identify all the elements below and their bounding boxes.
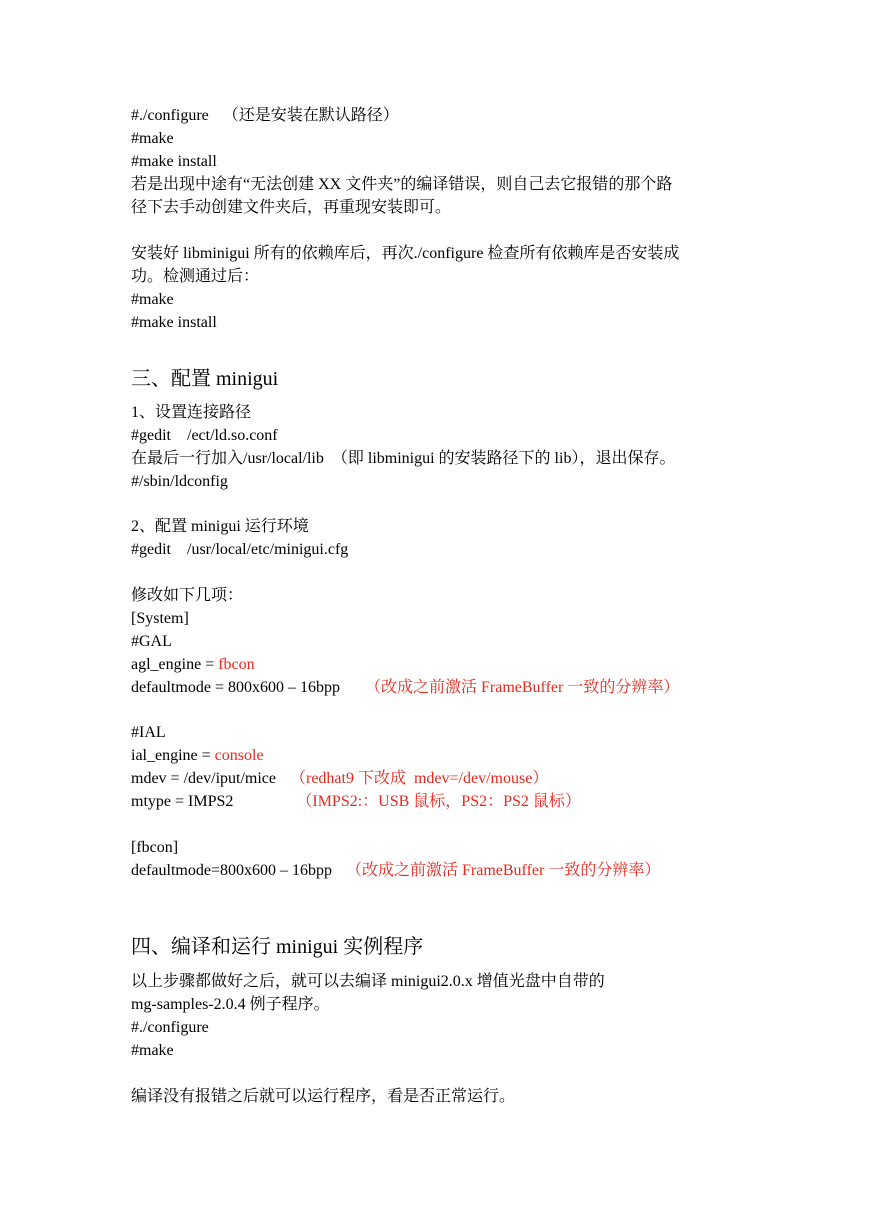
gal-engine-key: agl_engine = bbox=[131, 656, 219, 673]
samples-note-line-2: mg-samples-2.0.4 例子程序。 bbox=[131, 996, 330, 1013]
make-command: #make bbox=[131, 130, 174, 147]
mdev-note: （redhat9 下改成 mdev=/dev/mouse） bbox=[290, 770, 549, 787]
mdev-key: mdev = /dev/iput/mice bbox=[131, 770, 276, 787]
mtype-note: （IMPS2:：USB 鼠标，PS2：PS2 鼠标） bbox=[296, 793, 581, 810]
samples-note-line-1: 以上步骤都做好之后，就可以去编译 minigui2.0.x 增值光盘中自带的 bbox=[131, 973, 605, 990]
configure-command-line bbox=[131, 106, 399, 126]
make-command-3: #make bbox=[131, 1042, 174, 1059]
make-command-2: #make bbox=[131, 291, 174, 308]
ldconfig-command: #/sbin/ldconfig bbox=[131, 473, 228, 490]
gal-engine-line bbox=[131, 655, 255, 675]
defaultmode-note: （改成之前激活 FrameBuffer 一致的分辨率） bbox=[365, 679, 680, 696]
fbcon-defaultmode-key: defaultmode=800x600 – 16bpp bbox=[131, 862, 332, 879]
mdev-line bbox=[131, 769, 548, 789]
error-note-line-2: 径下去手动创建文件夹后，再重现安装即可。 bbox=[131, 199, 452, 216]
mtype-key: mtype = IMPS2 bbox=[131, 793, 234, 810]
system-section-header: [System] bbox=[131, 610, 189, 627]
step-1-note: 在最后一行加入/usr/local/lib （即 libminigui 的安装路径下的 lib），退出保存。 bbox=[131, 450, 676, 467]
step-1-command: #gedit /ect/ld.so.conf bbox=[131, 427, 278, 444]
configure-note: （还是安装在默认路径） bbox=[222, 107, 399, 124]
defaultmode-key: defaultmode = 800x600 – 16bpp bbox=[131, 679, 340, 696]
configure-command: #./configure bbox=[131, 107, 209, 124]
step-2-command: #gedit /usr/local/etc/minigui.cfg bbox=[131, 541, 349, 558]
modify-intro: 修改如下几项： bbox=[131, 587, 244, 604]
error-note-line-1: 若是出现中途有“无法创建 XX 文件夹”的编译错误，则自己去它报错的那个路 bbox=[131, 176, 673, 193]
fbcon-defaultmode-line bbox=[131, 861, 660, 881]
step-1-title: 1、设置连接路径 bbox=[131, 404, 252, 421]
make-install-command: #make install bbox=[131, 153, 217, 170]
dependency-note-line-1: 安装好 libminigui 所有的依赖库后，再次./configure 检查所有依赖库是否安装成 bbox=[131, 245, 680, 262]
ial-engine-value: console bbox=[214, 747, 264, 764]
ial-engine-line bbox=[131, 746, 264, 766]
fbcon-section-header: [fbcon] bbox=[131, 839, 179, 856]
gal-header: #GAL bbox=[131, 633, 172, 650]
make-install-command-2: #make install bbox=[131, 314, 217, 331]
gal-engine-value: fbcon bbox=[218, 656, 255, 673]
mtype-line bbox=[131, 792, 581, 812]
ial-header: #IAL bbox=[131, 724, 166, 741]
defaultmode-line bbox=[131, 678, 679, 698]
section-4-title: 四、编译和运行 minigui 实例程序 bbox=[131, 936, 424, 958]
ial-engine-key: ial_engine = bbox=[131, 747, 215, 764]
section-3-title: 三、配置 minigui bbox=[131, 368, 279, 390]
fbcon-defaultmode-note: （改成之前激活 FrameBuffer 一致的分辨率） bbox=[346, 862, 661, 879]
step-2-title: 2、配置 minigui 运行环境 bbox=[131, 518, 309, 535]
configure-command-2: #./configure bbox=[131, 1019, 209, 1036]
dependency-note-line-2: 功。检测通过后： bbox=[131, 268, 260, 285]
final-note: 编译没有报错之后就可以运行程序，看是否正常运行。 bbox=[131, 1088, 516, 1105]
